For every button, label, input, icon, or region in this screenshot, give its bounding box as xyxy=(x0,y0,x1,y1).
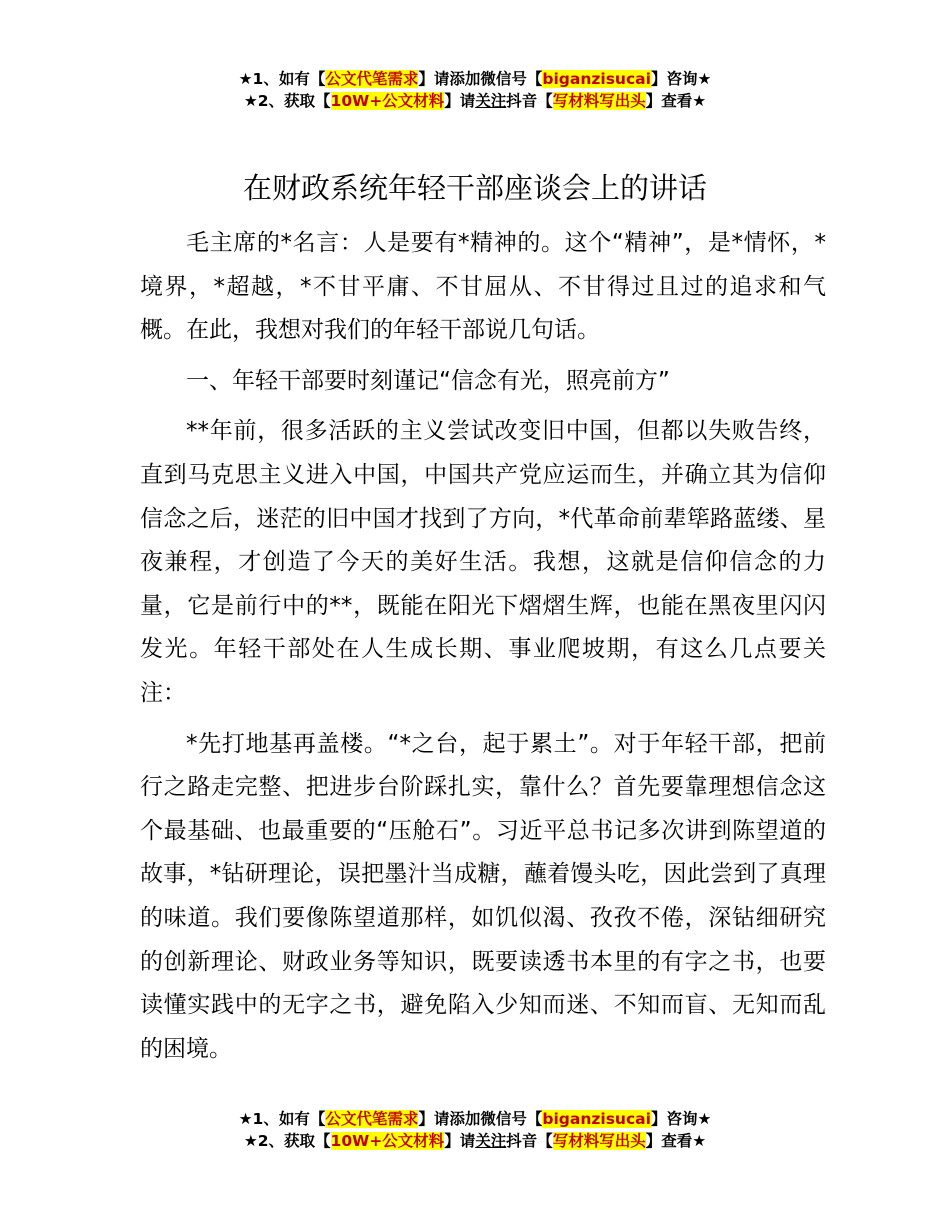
banner-highlight: 公文代笔需求 xyxy=(325,70,419,88)
document-body xyxy=(140,222,826,1078)
banner-text: ★1、如有【 xyxy=(238,1110,326,1128)
banner-highlight: 写材料写出头 xyxy=(552,92,646,110)
banner-text: 】请添加微信号【 xyxy=(418,1110,543,1128)
banner-text: 】查看★ xyxy=(645,92,707,110)
banner-text: 】咨询★ xyxy=(650,1110,712,1128)
header-banner xyxy=(0,68,950,112)
banner-line-2 xyxy=(0,1130,950,1152)
banner-text: 】咨询★ xyxy=(650,70,712,88)
banner-highlight: 10W+公文材料 xyxy=(330,92,445,110)
banner-text: ★2、获取【 xyxy=(243,92,331,110)
banner-text: 】请 xyxy=(444,92,476,110)
banner-text: 】查看★ xyxy=(645,1132,707,1150)
footer-banner xyxy=(0,1108,950,1152)
banner-line-2 xyxy=(0,90,950,112)
paragraph: **年前，很多活跃的主义尝试改变旧中国，但都以失败告终，直到马克思主义进入中国，中国共产党应运而生，并确立其为信仰信念之后，迷茫的旧中国才找到了方向，*代革命前辈筚路蓝缕、星夜兼程，才创造了今天的美好生活。我想，这就是信仰信念的力量，它是前行中的**，既能在阳光下熠熠生辉，也能在黑夜里闪闪发光。年轻干部处在人生成长期、事业爬坡期，有这么几点要关注： xyxy=(140,418,826,706)
banner-text: 抖音【 xyxy=(506,1132,553,1150)
banner-text: 】请添加微信号【 xyxy=(418,70,543,88)
banner-text: 】请 xyxy=(444,1132,476,1150)
banner-underlined: 关注 xyxy=(475,92,507,110)
banner-highlight: 写材料写出头 xyxy=(552,1132,646,1150)
banner-text: ★1、如有【 xyxy=(238,70,326,88)
banner-line-1 xyxy=(0,1108,950,1130)
banner-text: 抖音【 xyxy=(506,92,553,110)
banner-text: ★2、获取【 xyxy=(243,1132,331,1150)
section-heading: 一、年轻干部要时刻谨记“信念有光，照亮前方” xyxy=(186,367,670,394)
document-title: 在财政系统年轻干部座谈会上的讲话 xyxy=(242,171,707,205)
banner-highlight: biganzisucai xyxy=(542,1110,651,1128)
banner-line-1 xyxy=(0,68,950,90)
banner-highlight: 10W+公文材料 xyxy=(330,1132,445,1150)
paragraph: 毛主席的*名言：人是要有*精神的。这个“精神”，是*情怀，*境界，*超越，*不甘平庸、不甘屈从、不甘得过且过的追求和气概。在此，我想对我们的年轻干部说几句话。 xyxy=(140,230,826,344)
paragraph: *先打地基再盖楼。“*之台，起于累土”。对于年轻干部，把前行之路走完整、把进步台阶踩扎实，靠什么？首先要靠理想信念这个最基础、也最重要的“压舱石”。习近平总书记多次讲到陈望道的故事，*钻研理论，误把墨汁当成糖，蘸着馒头吃，因此尝到了真理的味道。我们要像陈望道那样，如饥似渴、孜孜不倦，深钻细研究的创新理论、财政业务等知识，既要读透书本里的有字之书，也要读懂实践中的无字之书，避免陷入少知而迷、不知而盲、无知而乱的困境。 xyxy=(140,730,826,1062)
banner-underlined: 关注 xyxy=(475,1132,507,1150)
banner-highlight: 公文代笔需求 xyxy=(325,1110,419,1128)
banner-highlight: biganzisucai xyxy=(542,70,651,88)
